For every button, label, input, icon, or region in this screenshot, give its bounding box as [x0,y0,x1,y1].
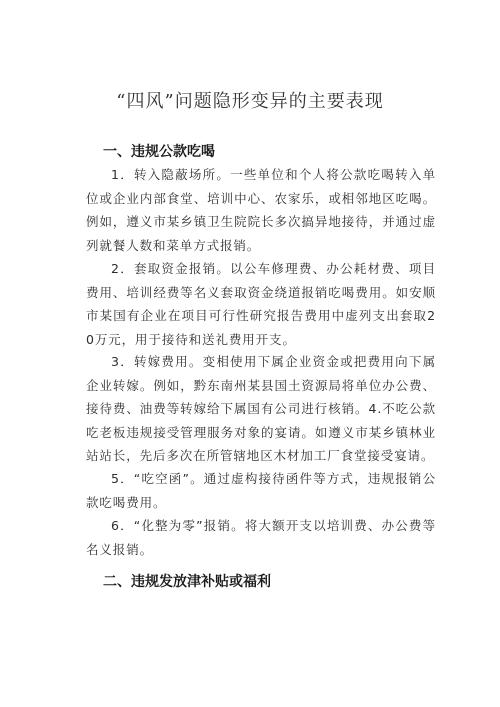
paragraph-6: 6．“化整为零”报销。将大额开支以培训费、办公费等名义报销。 [86,518,436,557]
section-heading-2: 二、违规发放津补贴或福利 [103,574,271,590]
paragraph-1: 1．转入隐蔽场所。一些单位和个人将公款吃喝转入单位或企业内部食堂、培训中心、农家乐，或相邻地区吃喝。例如，遵义市某乡镇卫生院院长多次搞异地接待，并通过虚列就餐人数和菜单方式报销。 [86,167,436,253]
paragraph-3: 3．转嫁费用。变相使用下属企业资金或把费用向下属企业转嫁。例如，黔东南州某县国土资源局将单位办公费、接待费、油费等转嫁给下属国有公司进行核销。4.不吃公款吃老板违规接受管理服务对象的宴请。如遵义市某乡镇林业站站长，先后多次在所管辖地区木材加工厂食堂接受宴请。 [86,354,436,464]
section-heading-1: 一、违规公款吃喝 [103,144,215,160]
paragraph-5: 5．“吃空函”。通过虚构接待函件等方式，违规报销公款吃喝费用。 [86,471,436,510]
paragraph-2: 2．套取资金报销。以公车修理费、办公耗材费、项目费用、培训经费等名义套取资金绕道报销吃喝费用。如安顺市某国有企业在项目可行性研究报告费用中虚列支出套取20万元，用于接待和送礼费用开支。 [86,261,436,347]
document-title: “四风”问题隐形变异的主要表现 [116,91,384,112]
